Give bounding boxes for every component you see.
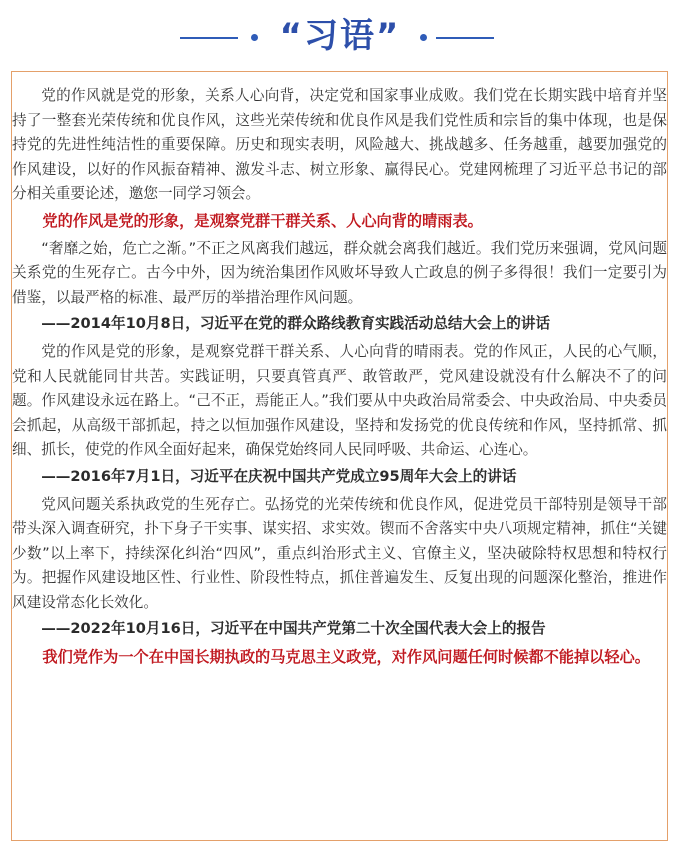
section-body: “奢靡之始，危亡之渐。”不正之风离我们越远，群众就会离我们越近。我们党历来强调，党风问题关系党的生死存亡。古今中外，因为统治集团作风败坏导致人亡政息的例子多得很！我们一定要引为借鉴，以最严格的标准、最严厉的举措治理作风问题。 [12,239,667,306]
header [0,0,681,70]
header-left-dot [251,34,258,41]
section-source: ——2014年10月8日，习近平在党的群众路线教育实践活动总结大会上的讲话 [41,315,551,333]
intro-paragraph: 党的作风就是党的形象，关系人心向背，决定党和国家事业成败。我们党在长期实践中培育并坚持了一整套光荣传统和优良作风，这些光荣传统和优良作风是我们党性质和宗旨的集中体现，也是保持党的先进性纯洁性的重要保障。历史和现实表明，风险越大、挑战越多、任务越重，越要加强党的作风建设，以好的作风振奋精神、激发斗志、树立形象、赢得民心。党建网梳理了习近平总书记的部分相关重要论述，邀您一同学习领会。 [12,87,667,203]
section-body: 党的作风是党的形象，是观察党群干群关系、人心向背的晴雨表。党的作风正，人民的心气顺，党和人民就能同甘共苦。实践证明，只要真管真严、敢管敢严，党风建设就没有什么解决不了的问题。作风建设永远在路上。“己不正，焉能正人。”我们要从中央政治局常委会、中央政治局、中央委员会抓起，从高级干部抓起，持之以恒加强作风建设，坚持和发扬党的优良传统和作风，坚持抓常、抓细、抓长，使党的作风全面好起来，确保党始终同人民同呼吸、共命运、心连心。 [12,342,667,459]
section-body: 党风问题关系执政党的生死存亡。弘扬党的光荣传统和优良作风，促进党员干部特别是领导干部带头深入调查研究，扑下身子干实事、谋实招、求实效。锲而不舍落实中央八项规定精神，抓住“关键少数”以上率下，持续深化纠治“四风”，重点纠治形式主义、官僚主义，坚决破除特权思想和特权行为。把握作风建设地区性、行业性、阶段性特点，抓住普遍发生、反复出现的问题深化整治，推进作风建设常态化长效化。 [12,495,667,611]
section-heading: 我们党作为一个在中国长期执政的马克思主义政党，对作风问题任何时候都不能掉以轻心。 [42,648,650,667]
article-body [12,84,667,673]
header-right-line [436,37,494,39]
page-title: “习语” [279,16,401,56]
section-source: ——2016年7月1日，习近平在庆祝中国共产党成立95周年大会上的讲话 [41,467,517,485]
header-right-dot [420,34,427,41]
header-left-line [180,37,238,39]
section-heading: 党的作风是党的形象，是观察党群干群关系、人心向背的晴雨表。 [42,211,483,230]
section-source: ——2022年10月16日，习近平在中国共产党第二十次全国代表大会上的报告 [41,620,546,638]
